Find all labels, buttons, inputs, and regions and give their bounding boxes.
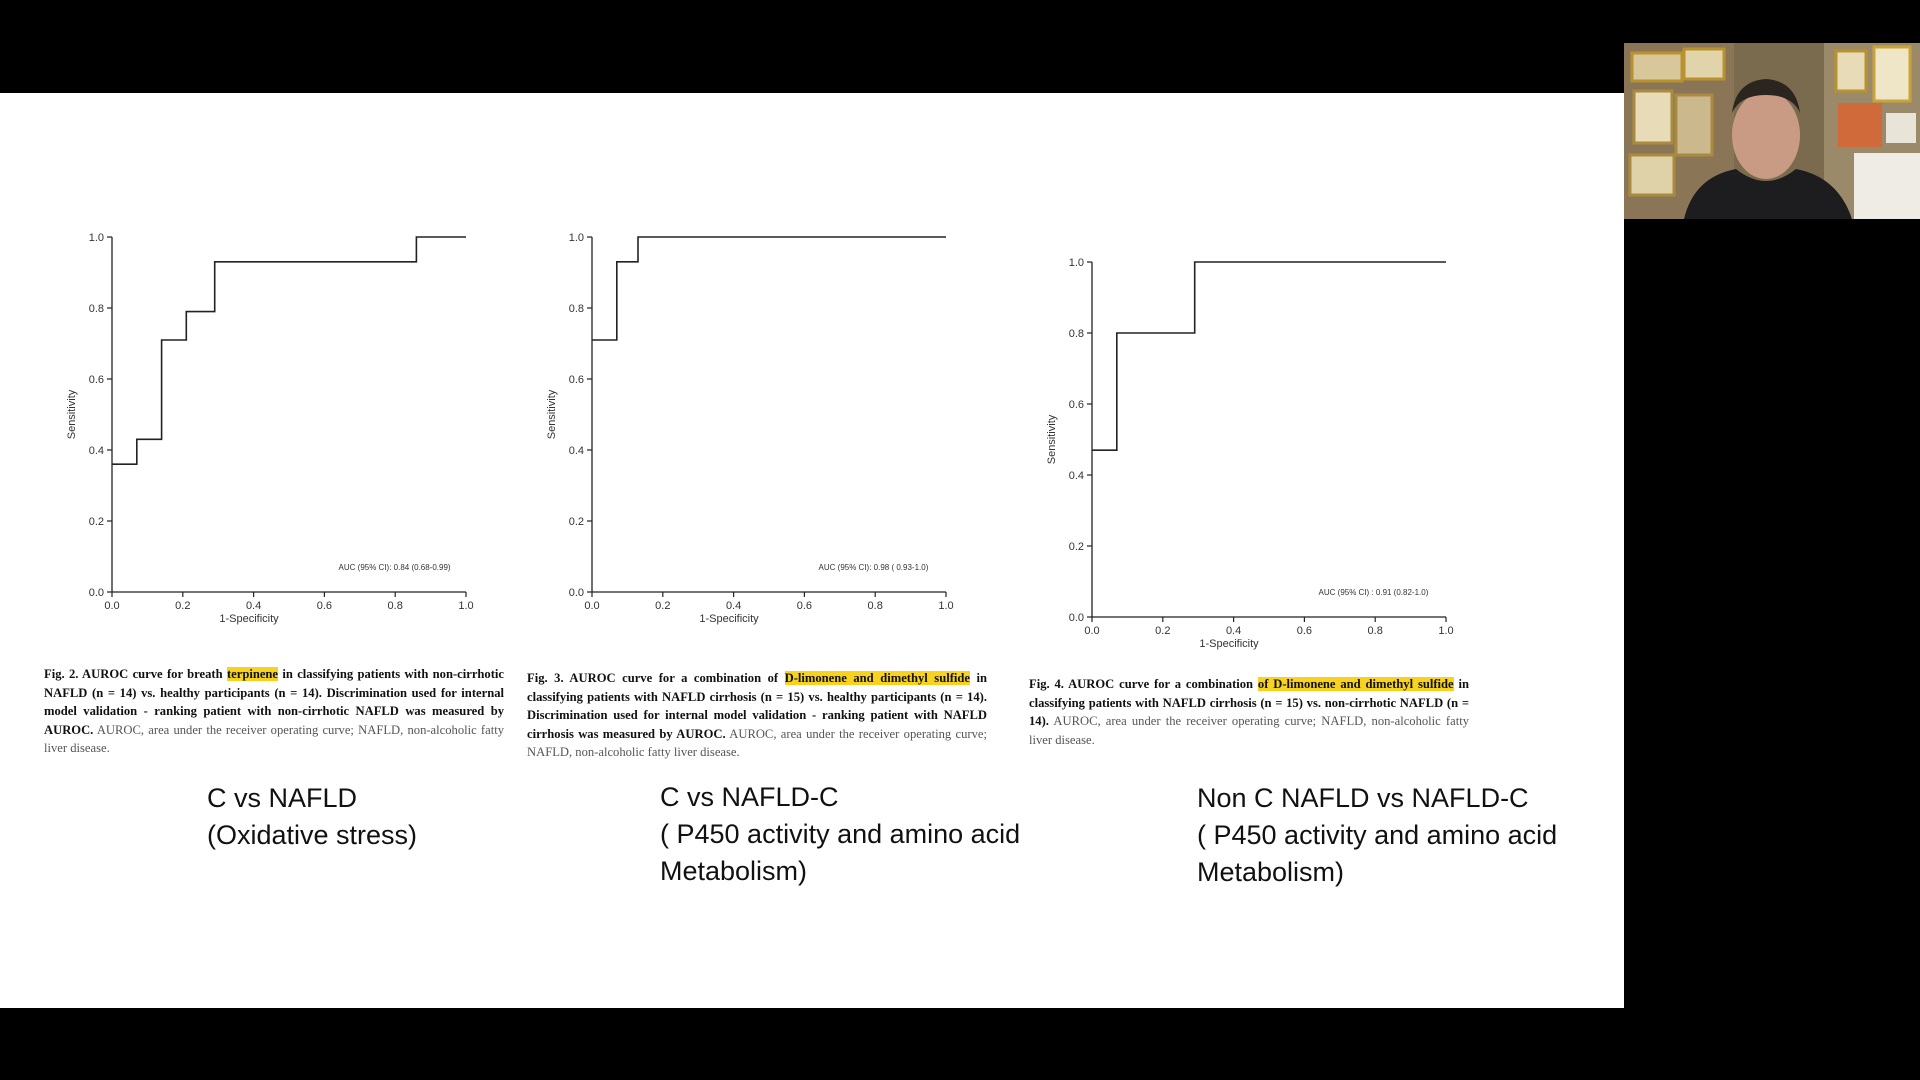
x-tick-label: 1.0 [458,600,474,612]
x-tick-label: 0.0 [104,600,120,612]
auc-annotation: AUC (95% CI): 0.84 (0.68-0.99) [338,563,451,572]
x-tick-label: 1.0 [938,600,954,612]
x-tick-label: 0.4 [725,600,742,612]
y-tick-label: 0.6 [568,374,584,386]
y-axis-label: Sensitivity [546,389,558,440]
x-tick-label: 0.8 [387,600,403,612]
caption-bold-text: AUROC curve for a combination of [563,671,785,685]
x-tick-label: 0.4 [1225,625,1242,637]
y-tick-label: 0.4 [1068,470,1084,482]
caption-abbreviations: AUROC, area under the receiver operating curve; NAFLD, non-alcoholic fatty liver disease. [527,726,987,759]
y-tick-label: 0.0 [1068,612,1084,624]
slide-note-comparison [1197,780,1557,891]
y-tick-label: 1.0 [568,233,584,244]
roc-curve [112,237,466,464]
x-tick-label: 0.2 [1155,625,1171,637]
y-tick-label: 0.6 [1068,399,1084,411]
y-tick-label: 0.2 [1068,541,1084,553]
caption-fig-label: Fig. 4. [1029,677,1064,691]
auc-annotation: AUC (95% CI): 0.98 ( 0.93-1.0) [818,563,929,572]
caption-abbreviations: AUROC, area under the receiver operating curve; NAFLD, non-alcoholic fatty liver disease. [44,722,504,755]
caption-fig-label: Fig. 2. [44,667,79,681]
presentation-slide [0,93,1624,1008]
note-line: Metabolism) [1197,857,1345,887]
y-tick-label: 0.2 [88,516,104,528]
x-tick-label: 0.6 [316,600,333,612]
caption-bold-text: in classifying patients with NAFLD cirrhosis (n = 15) vs. healthy participants (n = 14). Discrimination used for internal model validation - ranking patient with NAFLD cirrhosis was measured by AUROC. [527,671,988,741]
y-tick-label: 1.0 [88,233,104,244]
x-tick-label: 0.6 [796,600,813,612]
y-tick-label: 0.8 [88,303,104,315]
x-tick-label: 0.0 [1084,625,1100,637]
y-axis-label: Sensitivity [66,389,78,440]
note-line: C vs NAFLD-C [660,782,839,812]
figure-caption [527,669,987,762]
x-axis-label: 1-Specificity [699,613,759,625]
y-tick-label: 0.6 [88,374,104,386]
note-line: ( P450 activity and amino acid [660,819,1021,849]
slide-note-comparison [207,780,417,854]
y-tick-label: 0.2 [568,516,584,528]
note-line: Metabolism) [660,856,808,886]
roc-curve [1092,262,1446,450]
roc-chart-svg [55,233,495,653]
note-line: C vs NAFLD [207,783,358,813]
x-tick-label: 1.0 [1438,625,1454,637]
caption-bold-text: in classifying patients with NAFLD cirrhosis (n = 15) vs. non-cirrhotic NAFLD (n = 14). [1029,677,1470,728]
note-line: ( P450 activity and amino acid [1197,820,1558,850]
caption-bold-text: AUROC curve for breath [78,667,227,681]
roc-chart-terpinene [55,233,495,653]
roc-curve [592,237,946,340]
note-line: (Oxidative stress) [207,820,418,850]
x-tick-label: 0.2 [655,600,671,612]
figure-caption [44,665,504,758]
presenter-video-thumbnail [1624,43,1920,219]
y-axis-label: Sensitivity [1046,414,1058,465]
auc-annotation: AUC (95% CI) : 0.91 (0.82-1.0) [1318,588,1429,597]
y-tick-label: 0.0 [568,587,584,599]
caption-abbreviations: AUROC, area under the receiver operating curve; NAFLD, non-alcoholic fatty liver disease. [1029,714,1469,747]
x-tick-label: 0.0 [584,600,600,612]
roc-chart-limonene-dms-noncirrhotic [1035,258,1475,678]
caption-fig-label: Fig. 3. [527,671,564,685]
roc-chart-svg [1035,258,1475,678]
presenter-video-image [1624,43,1920,219]
caption-bold-text: in classifying patients with non-cirrhotic NAFLD (n = 14) vs. healthy participants (n = 14). Discrimination used for internal model validation - ranking patient with non-cirrhotic NAFLD was measured by AUROC. [44,667,505,737]
note-line: Non C NAFLD vs NAFLD-C [1197,783,1529,813]
x-tick-label: 0.8 [1367,625,1383,637]
caption-highlight: D-limonene and dimethyl sulfide [784,671,970,685]
x-axis-label: 1-Specificity [219,613,279,625]
roc-chart-svg [535,233,975,653]
x-axis-label: 1-Specificity [1199,638,1259,650]
y-tick-label: 0.0 [88,587,104,599]
x-tick-label: 0.8 [867,600,883,612]
caption-bold-text: AUROC curve for a combination [1063,677,1258,691]
x-tick-label: 0.4 [245,600,262,612]
slide-note-comparison [660,779,1020,890]
caption-highlight: terpinene [226,667,279,681]
roc-chart-limonene-dms-healthy [535,233,975,653]
figure-caption [1029,675,1469,749]
y-tick-label: 0.8 [568,303,584,315]
x-tick-label: 0.6 [1296,625,1313,637]
x-tick-label: 0.2 [175,600,191,612]
y-tick-label: 0.4 [568,445,584,457]
y-tick-label: 0.4 [88,445,104,457]
y-tick-label: 0.8 [1068,328,1084,340]
y-tick-label: 1.0 [1068,258,1084,269]
caption-highlight: of D-limonene and dimethyl sulfide [1257,677,1454,691]
